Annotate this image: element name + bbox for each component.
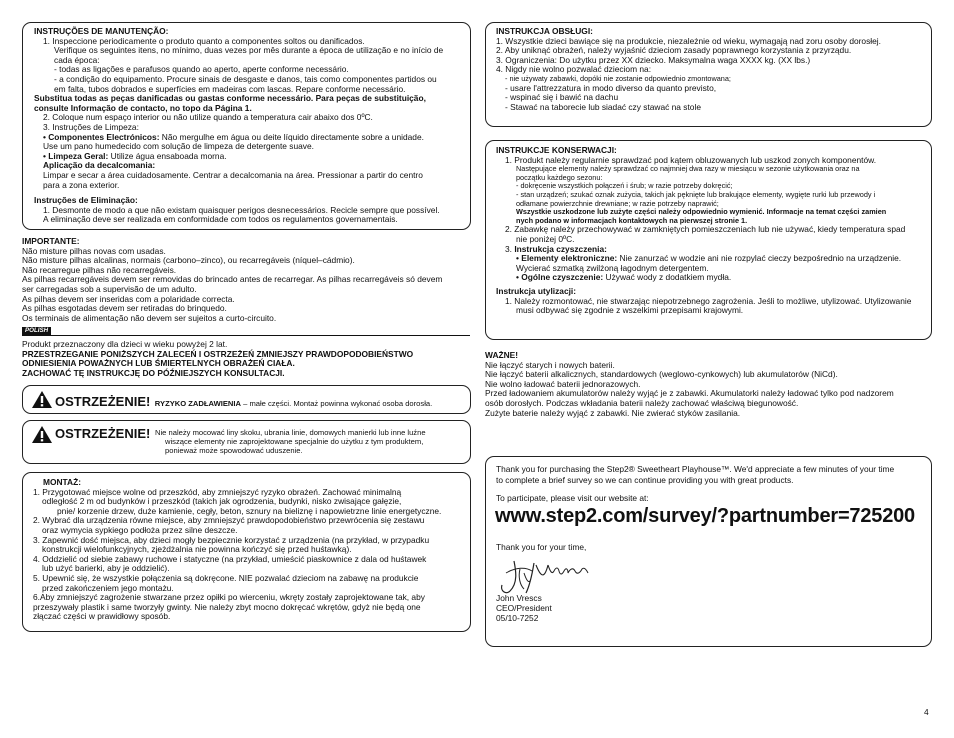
pl-assembly-heading: MONTAŻ: xyxy=(43,477,81,487)
pt-important-line: ser carregadas sob a supervisão de um adulto. xyxy=(22,283,197,294)
pl-maintenance-heading: INSTRUKCJE KONSERWACJI: xyxy=(496,145,617,155)
pt-maintenance-line: - a condição do equipamento. Procure sinais de desgaste e danos, tais como componentes partidos ou xyxy=(54,73,437,84)
pt-maintenance-line: para a zona exterior. xyxy=(43,179,120,190)
pl-cleaning-label: • Elementy elektroniczne: xyxy=(516,253,618,264)
choking-warning-text: – małe części. Montaż powinna wykonać osoba dorosła. xyxy=(241,399,433,408)
pl-maintenance-subline: - dokręcenie wszystkich połączeń i śrub; w razie potrzeby dokręcić; xyxy=(516,181,733,191)
pt-maintenance-line: Verifique os seguintes itens, no mínimo, duas vezes por mês durante a época de utilização e no início de xyxy=(54,45,444,56)
pl-usage-subline: - Stawać na taborecie lub siadać czy stawać na stole xyxy=(505,101,701,112)
pl-maintenance-subline: nych podano w informacjach kontaktowych na pierwszej stronie 1. xyxy=(516,215,748,225)
pt-important-heading: IMPORTANTE: xyxy=(22,236,80,246)
pl-usage-line: 2. Aby uniknąć obrażeń, należy wyjaśnić dzieciom zasady poprawnego korzystania z przyrządu. xyxy=(496,45,852,56)
pl-assembly-box xyxy=(22,472,471,632)
pt-maintenance-line: consulte Informação de contacto, no topo da Página 1. xyxy=(34,102,252,113)
pl-intro-section xyxy=(22,340,413,378)
pl-usage-line: 4. Nigdy nie wolno pozwalać dzieciom na: xyxy=(496,64,652,75)
survey-intro-line: to complete a brief survey so we can continue providing you with great products. xyxy=(496,474,794,485)
pl-assembly-line: pnie/ korzenie drzew, duże kamienie, cegły, beton, sznury na bieliznę i napowietrzne linie energetyczne. xyxy=(57,505,442,516)
pl-disposal-heading: Instrukcja utylizacji: xyxy=(496,285,577,296)
pt-cleaning-label: • Limpeza Geral: xyxy=(43,150,109,161)
warning-triangle-icon xyxy=(31,425,53,444)
strangulation-warning-line: ponieważ może spowodować uduszenie. xyxy=(165,446,303,456)
pl-intro-line: ZACHOWAĆ TĘ INSTRUKCJĘ DO PÓŹNIEJSZYCH KONSULTACJI. xyxy=(22,367,285,378)
page-number: 4 xyxy=(924,707,929,717)
pl-assembly-line: odległość 2 m od budynków i przeszkód (takich jak ogrodzenia, budynki, nisko zwisające gałęzie, xyxy=(42,496,402,507)
pt-important-line: Os terminais de alimentação não devem ser sujeitos a curto-circuito. xyxy=(22,312,277,323)
pl-assembly-line: 5. Upewnić się, że wszystkie połączenia są dokręcone. NIE pozwalać dzieciom na zabawę na produkcie xyxy=(33,572,419,583)
pt-maintenance-box xyxy=(22,22,471,230)
pl-assembly-line: 2. Wybrać dla urządzenia równe miejsce, aby zmniejszyć prawdopodobieństwo przewrócenia się zestawu xyxy=(33,515,425,526)
pl-cleaning-heading: Instrukcja czyszczenia: xyxy=(514,243,607,254)
pt-maintenance-line: Use um pano humedecido com solução de limpeza de detergente suave. xyxy=(43,141,314,152)
pl-assembly-line: złączać części w prawidłowy sposób. xyxy=(33,611,171,622)
pl-disposal-line: 1. Należy rozmontować, nie stwarzając niepotrzebnego zagrożenia. Jeśli to możliwe, utylizować. Utylizowanie xyxy=(505,295,912,306)
pl-maintenance-box xyxy=(485,140,932,340)
pl-important-line: Przed ładowaniem akumulatorów należy wyjąć je z zabawki. Akumulatorki należy ładować tylko pod nadzorem xyxy=(485,388,894,399)
polish-language-tag: POLISH xyxy=(22,327,51,335)
pl-usage-subline: - usare l'attrezzatura in modo diverso da quanto previsto, xyxy=(505,82,717,93)
pt-important-line: Não misture pilhas alcalinas, normais (carbono–zinco), ou recarregáveis (níquel–cádmio). xyxy=(22,255,355,266)
pl-important-line: Zużyte baterie należy wyjąć z zabawki. Nie zwierać styków zasilania. xyxy=(485,407,741,418)
survey-intro-line: Thank you for purchasing the Step2® Sweetheart Playhouse™. We'd appreciate a few minutes of your time xyxy=(496,464,895,474)
pl-usage-subline: - nie używaty zabawki, dopóki nie zostanie odpowiednio zmontowana; xyxy=(505,73,731,83)
pl-important-line: Nie łączyć baterii alkalicznych, standardowych (weglowo-cynkowych) lub akumulatorów (NiCd). xyxy=(485,369,838,380)
choking-hazard-label: RYZYKO ZADŁAWIENIA xyxy=(154,399,241,408)
pl-maintenance-subline: początku każdego sezonu: xyxy=(516,172,603,182)
pl-usage-line: 3. Ograniczenia: Do użytku przez XX dziecko. Maksymalna waga XXXX kg. (XX lbs.) xyxy=(496,54,811,65)
pt-maintenance-line: Utilize água ensaboada morna. xyxy=(108,150,227,161)
pt-maintenance-line: 1. Inspeccione periodicamente o produto quanto a componentes soltos ou danificados. xyxy=(43,35,365,46)
pt-important-section xyxy=(22,237,442,323)
pl-maintenance-line: nie poniżej 0ºC. xyxy=(516,233,575,244)
polish-language-divider xyxy=(22,327,470,336)
pl-important-line: Nie wolno ładować baterii jednorazowych. xyxy=(485,378,641,389)
pt-disposal-heading: Instruções de Eliminação: xyxy=(34,195,138,206)
signature-image xyxy=(496,553,596,597)
pt-important-line: Não misture pilhas novas com usadas. xyxy=(22,245,166,256)
pl-assembly-line: lub użyć barierki, aby je oddzielić). xyxy=(42,563,170,574)
warning-title: OSTRZEŻENIE! xyxy=(55,394,151,409)
pl-maintenance-number: 3. xyxy=(505,243,515,254)
document-code: 05/10-7252 xyxy=(496,613,539,624)
pl-maintenance-line: Wycierać szmatką zwilżoną łagodnym detergentem. xyxy=(516,262,709,273)
pl-maintenance-subline: Następujące elementy należy sprawdzać co najmniej dwa razy w miesiącu w sezonie użytkowania oraz na xyxy=(516,164,860,174)
pt-important-line: As pilhas recarregáveis devem ser removidas do brincado antes de recarregar. As pilhas recarregáveis só devem xyxy=(22,274,443,285)
pl-intro-line: PRZESTRZEGANIE PONIŻSZYCH ZALECEŃ I OSTRZEŻEŃ ZMNIEJSZY PRAWDOPODOBIEŃSTWO xyxy=(22,348,414,359)
pt-important-line: As pilhas devem ser inseridas com a polaridade correcta. xyxy=(22,293,235,304)
pl-maintenance-line: Używać wody z dodatkiem mydła. xyxy=(603,272,732,283)
warning-triangle-icon xyxy=(31,390,53,409)
pl-cleaning-label: • Ogólne czyszczenie: xyxy=(516,272,604,283)
warning-title: OSTRZEŻENIE! xyxy=(55,426,151,441)
pt-important-line: Não recarregue pilhas não recarregáveis. xyxy=(22,264,177,275)
pl-intro-line: ODNIESIENIA POWAŻNYCH LUB ŚMIERTELNYCH OBRAŻEŃ CIAŁA. xyxy=(22,358,295,369)
pt-cleaning-label: • Componentes Electrónicos: xyxy=(43,131,160,142)
pl-usage-subline: - wspinać się i bawić na dachu xyxy=(505,92,619,103)
pt-maintenance-line: Limpar e secar a área cuidadosamente. Centrar a decalcomania na área. Pressionar a partir do centro xyxy=(43,169,423,180)
pl-assembly-line: 4. Oddzielić od siebie zabawy ruchowe i statyczne (na przykład, umieścić piaskownice z dala od huśtawek xyxy=(33,553,427,564)
survey-participate-text: To participate, please visit our website at: xyxy=(496,493,649,503)
pl-assembly-line: 3. Zapewnić dość miejsca, aby dzieci mogły bezpiecznie korzystać z urządzenia (na przykład, w przypadku xyxy=(33,534,430,545)
pl-important-line: osób dorosłych. Podczas wkładania baterii należy zachować właściwą biegunowość. xyxy=(485,397,799,408)
survey-url-link[interactable]: www.step2.com/survey/?partnumber=725200 xyxy=(495,505,915,527)
strangulation-warning-box xyxy=(22,420,471,464)
pl-important-line: Nie łączyć starych i nowych baterii. xyxy=(485,359,615,370)
pl-maintenance-line: 1. Produkt należy regularnie sprawdzać pod kątem obluzowanych lub uszkod zonych komponentów. xyxy=(505,154,877,165)
pl-maintenance-subline: - stan urządzeń; szukać oznak zużycia, takich jak pęknięte lub brakujące elementy, wygięte rurki lub przewody i xyxy=(516,189,876,199)
signatory-role: CEO/President xyxy=(496,603,552,614)
pt-disposal-line: 1. Desmonte de modo a que não existam quaisquer perigos desnecessários. Recicle sempre que possível. xyxy=(43,204,440,215)
pl-assembly-line: 1. Przygotować miejsce wolne od przeszkód, aby zmniejszyć ryzyko obrażeń. Zachować minimalną xyxy=(33,486,402,497)
pt-maintenance-line: 3. Instruções de Limpeza: xyxy=(43,121,139,132)
pt-maintenance-line: 2. Coloque num espaço interior ou não utilize quando a temperatura cair abaixo dos 0ºC. xyxy=(43,112,373,123)
strangulation-warning-line: Nie należy mocować liny skoku, ubrania linie, domowych manierki lub inne luźne xyxy=(155,428,426,437)
strangulation-warning-line: wiszące elementy nie zaprojektowane specjalnie do użytku z tym produktem, xyxy=(165,437,424,447)
pl-intro-line: Produkt przeznaczony dla dzieci w wieku powyżej 2 lat. xyxy=(22,339,228,349)
pl-maintenance-subline: odłamane powierzchnie drewniane; w razie potrzeby naprawić; xyxy=(516,198,719,208)
pl-assembly-line: oraz wymycia sypkiego podłoża przez silne deszcze. xyxy=(42,524,238,535)
pt-maintenance-line: cada época: xyxy=(54,54,100,65)
pt-important-line: As pilhas esgotadas devem ser retiradas do brinquedo. xyxy=(22,303,227,314)
pt-maintenance-line: Substitua todas as peças danificadas ou gastas conforme necessário. Para peças de substituição, xyxy=(34,93,426,104)
pl-assembly-line: przed zakończeniem jego montażu. xyxy=(42,582,174,593)
pt-disposal-line: A eliminação deve ser realizada em conformidade com todos os regulamentos governamentais. xyxy=(43,214,398,225)
pl-assembly-line: konstrukcji wielofunkcyjnych, zjeżdżalnia nie powinna kończyć się przed huśtawką). xyxy=(42,544,352,555)
pl-maintenance-subline: Wszystkie uszkodzone lub zużyte części należy odpowiednio wymienić. Informacje na temat części zamien xyxy=(516,207,887,217)
pl-disposal-line: musi odbywać się zgodnie z wszelkimi przepisami krajowymi. xyxy=(516,305,744,316)
pt-maintenance-line: - todas as ligações e parafusos quando ao aperto, aperte conforme necessário. xyxy=(54,64,349,75)
survey-thanks-text: Thank you for your time, xyxy=(496,542,587,552)
choking-warning-box xyxy=(22,385,471,414)
pl-assembly-line: przeszywały plastik i same tworzyły gwinty. Nie należy zbyt mocno dokręcać wkrętów, gdyż nie będą one xyxy=(33,601,421,612)
pl-maintenance-line: 2. Zabawkę należy przechowywać w zamkniętych pomieszczeniach lub nie używać, kiedy temperatura spad xyxy=(505,224,906,235)
pl-usage-line: 1. Wszystkie dzieci bawiące się na produkcie, niezależnie od wieku, wymagają nad zoru osoby dorosłej. xyxy=(496,35,881,46)
pt-maintenance-line: Não mergulhe em água ou deite líquido directamente sobre a unidade. xyxy=(159,131,424,142)
pl-important-heading: WAŻNE! xyxy=(485,350,519,360)
pl-maintenance-line: Nie zanurzać w wodzie ani nie rozpylać cieczy bezpośrednio na urządzenie. xyxy=(617,253,902,264)
survey-box xyxy=(485,456,932,647)
pl-usage-box xyxy=(485,22,932,127)
pl-usage-heading: INSTRUKCJA OBSŁUGI: xyxy=(496,26,593,36)
pl-important-section xyxy=(485,351,894,418)
pt-maintenance-heading: INSTRUÇÕES DE MANUTENÇÃO: xyxy=(34,26,169,36)
pl-assembly-line: 6.Aby zmniejszyć zagrożenie stwarzane przez opiłki po wierceniu, wkręty zostały zaprojektowane tak, aby xyxy=(33,592,425,603)
pt-maintenance-line: em falta, tubos dobrados e superfícies em madeiras com lascas. Repare conforme necessário. xyxy=(54,83,406,94)
signatory-name: John Vrescs xyxy=(496,593,542,603)
pt-decal-heading: Aplicação da decalcomania: xyxy=(43,160,156,171)
